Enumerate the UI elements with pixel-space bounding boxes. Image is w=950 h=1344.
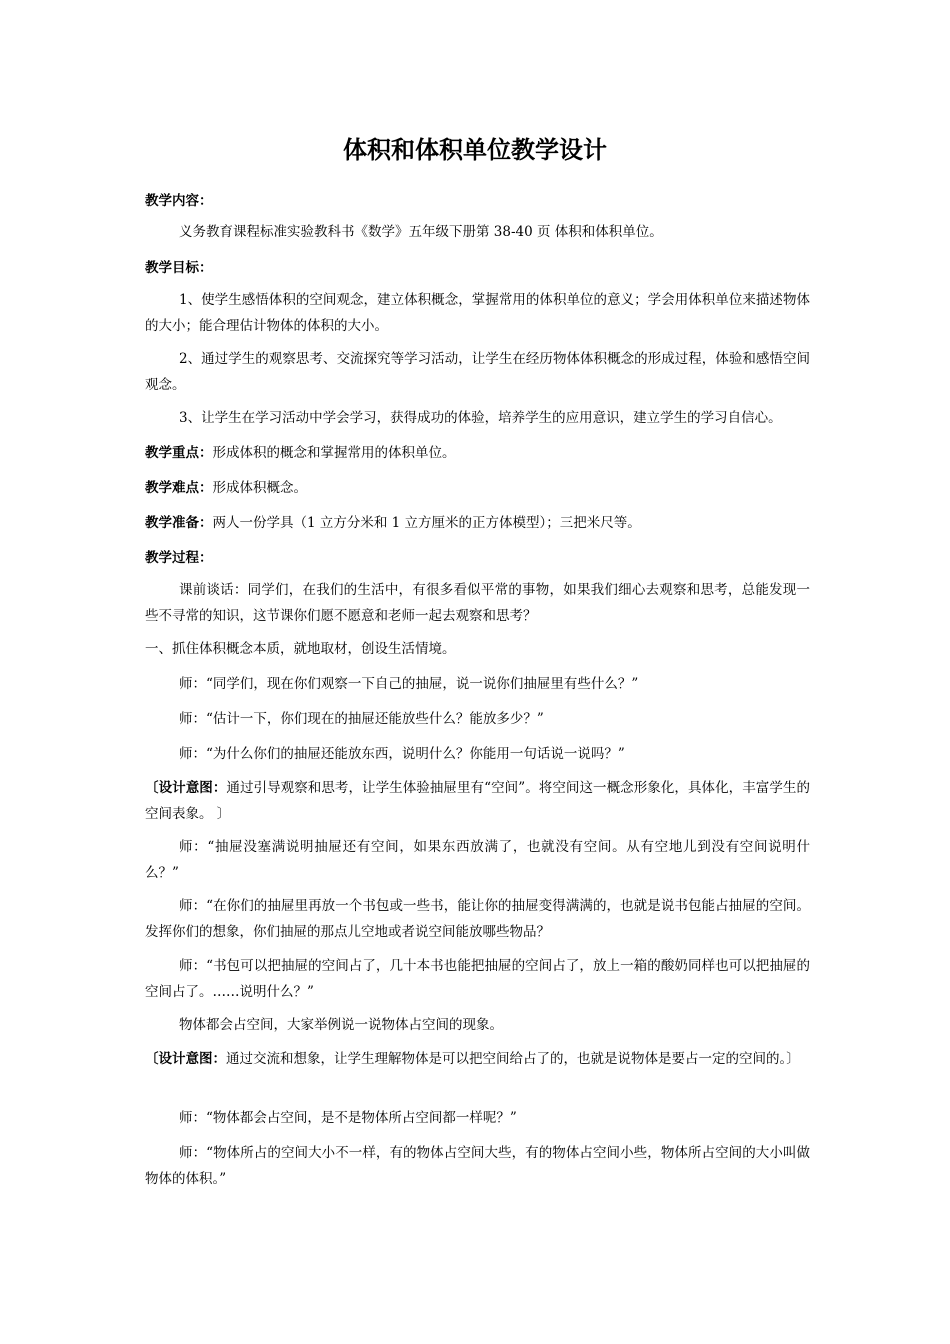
teacher-question-3: 师：“为什么你们的抽屉还能放东西，说明什么？你能用一句话说一说吗？” bbox=[179, 746, 625, 762]
teacher-question-1: 师：“同学们，现在你们观察一下自己的抽屉，说一说你们抽屉里有些什么？” bbox=[179, 676, 639, 692]
process-intro: 课前谈话：同学们，在我们的生活中，有很多看似平常的事物，如果我们细心去观察和思考，总能发现一些不寻常的知识，这节课你们愿不愿意和老师一起去观察和思考？ bbox=[145, 582, 810, 624]
key-point-label: 教学重点： bbox=[145, 445, 213, 461]
design-intent-1-text: 通过引导观察和思考，让学生体验抽屉里有“空间”。将空间这一概念形象化，具体化，丰富学生的空间表象。 〕 bbox=[145, 780, 810, 822]
goal-item-3: 3、让学生在学习活动中学会学习，获得成功的体验，培养学生的应用意识，建立学生的学习自信心。 bbox=[179, 410, 782, 426]
teacher-question-8: 师：“物体所占的空间大小不一样，有的物体占空间大些，有的物体占空间小些，物体所占空间的大小叫做物体的体积。” bbox=[145, 1145, 810, 1187]
goal-item-1: 1、使学生感悟体积的空间观念，建立体积概念，掌握常用的体积单位的意义；学会用体积单位来描述物体的大小；能合理估计物体的体积的大小。 bbox=[145, 292, 810, 334]
process-heading: 教学过程： bbox=[145, 550, 213, 566]
preparation bbox=[145, 510, 810, 536]
key-point bbox=[145, 440, 810, 466]
goals-heading: 教学目标： bbox=[145, 260, 213, 276]
difficulty bbox=[145, 475, 810, 501]
design-intent-1 bbox=[145, 775, 810, 827]
teacher-question-2: 师：“估计一下，你们现在的抽屉还能放些什么？能放多少？” bbox=[179, 711, 544, 727]
document-title: 体积和体积单位教学设计 bbox=[343, 136, 607, 164]
design-intent-2-label: 〔设计意图： bbox=[145, 1051, 226, 1067]
teacher-question-4: 师：“抽屉没塞满说明抽屉还有空间，如果东西放满了，也就没有空间。从有空地儿到没有空间说明什么？” bbox=[145, 839, 810, 881]
design-intent-1-label: 〔设计意图： bbox=[145, 780, 227, 796]
goal-item-2: 2、通过学生的观察思考、交流探究等学习活动，让学生在经历物体体积概念的形成过程，体验和感悟空间观念。 bbox=[145, 351, 810, 393]
difficulty-text: 形成体积概念。 bbox=[212, 480, 307, 496]
key-point-text: 形成体积的概念和掌握常用的体积单位。 bbox=[212, 445, 456, 461]
section-1-heading: 一、抓住体积概念本质，就地取材，创设生活情境。 bbox=[145, 641, 456, 657]
statement: 物体都会占空间，大家举例说一说物体占空间的现象。 bbox=[179, 1017, 503, 1033]
teacher-question-6: 师：“书包可以把抽屉的空间占了，几十本书也能把抽屉的空间占了，放上一箱的酸奶同样也可以把抽屉的空间占了。……说明什么？” bbox=[145, 958, 810, 1000]
preparation-text: 两人一份学具（1 立方分米和 1 立方厘米的正方体模型）；三把米尺等。 bbox=[212, 515, 641, 531]
teacher-question-7: 师：“物体都会占空间，是不是物体所占空间都一样呢？” bbox=[179, 1110, 517, 1126]
content-heading: 教学内容： bbox=[145, 193, 213, 209]
design-intent-2-text: 通过交流和想象，让学生理解物体是可以把空间给占了的，也就是说物体是要占一定的空间的。〕 bbox=[226, 1051, 800, 1067]
design-intent-2 bbox=[145, 1046, 810, 1072]
content-text: 义务教育课程标准实验教科书《数学》五年级下册第 38-40 页 体积和体积单位。 bbox=[179, 224, 663, 240]
difficulty-label: 教学难点： bbox=[145, 480, 213, 496]
teacher-question-5: 师：“在你们的抽屉里再放一个书包或一些书，能让你的抽屉变得满满的，也就是说书包能占抽屉的空间。发挥你们的想象，你们抽屉的那点儿空地或者说空间能放哪些物品？ bbox=[145, 898, 810, 940]
preparation-label: 教学准备： bbox=[145, 515, 213, 531]
